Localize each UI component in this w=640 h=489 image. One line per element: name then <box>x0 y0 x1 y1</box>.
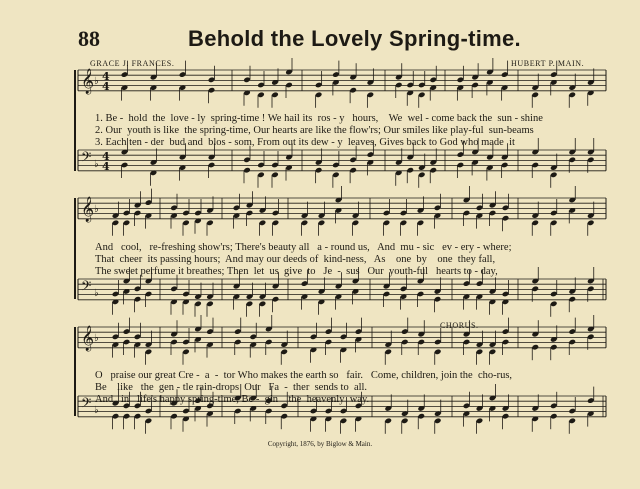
bass-clef-icon: 𝄢 <box>81 149 92 168</box>
verse-1-line: O praise our great Cre - a - tor Who makes the earth so fair. Come, children, join the cho-rus, <box>95 370 513 381</box>
verse-2-line: That cheer its passing hours; And may our deeds of kind-ness, As one by one they fall, <box>95 254 496 265</box>
hymn-title: Behold the Lovely Spring-time. <box>188 26 521 51</box>
verse-3-line: 3. Each ten - der bud and blos - som, From out its dew - y leaves, Gives back to God who made it <box>95 137 515 148</box>
flat-icon: ♭ <box>94 76 99 87</box>
treble-clef-icon: 𝄞 <box>81 197 95 222</box>
time-signature-bottom: 4 <box>102 80 110 93</box>
verse-1-line: And cool, re-freshing show'rs; There's beauty all a - round us, And mu - sic ev - ery - where; <box>95 242 512 253</box>
lyricist-credit: GRACE J. FRANCES. <box>90 59 175 68</box>
bass-clef-icon: 𝄢 <box>81 395 92 414</box>
time-signature-top: 4 <box>102 70 110 83</box>
treble-clef-icon: 𝄞 <box>81 69 95 94</box>
treble-clef-icon: 𝄞 <box>81 326 95 351</box>
page-number: 88 <box>78 26 100 51</box>
time-signature-bottom: 4 <box>102 160 110 173</box>
bass-clef-icon: 𝄢 <box>81 278 92 297</box>
time-signature-top: 4 <box>102 150 110 163</box>
verse-3-line: The sweet perfume it breathes; Then let us give to Je - sus Our youth-ful hearts to - day, <box>95 266 498 277</box>
flat-icon: ♭ <box>94 405 99 416</box>
verse-3-line: And in life's happy spring-time, Be - gin the heavenly way. <box>95 394 370 405</box>
chorus-label: CHORUS. <box>440 321 479 330</box>
flat-icon: ♭ <box>94 288 99 299</box>
verse-2-line: 2. Our youth is like the spring-time, Our hearts are like the flow'rs; Our smiles like play-ful sun-beams <box>95 125 534 136</box>
copyright-notice: Copyright, 1876, by Biglow & Main. <box>267 440 373 448</box>
verse-2-line: Be like the gen - tle rain-drops Our Fa - ther sends to all. <box>95 382 368 393</box>
flat-icon: ♭ <box>94 204 99 215</box>
flat-icon: ♭ <box>94 333 99 344</box>
composer-credit: HUBERT P. MAIN. <box>511 59 585 68</box>
flat-icon: ♭ <box>94 159 99 170</box>
verse-1-line: 1. Be - hold the love - ly spring-time ! We hail its ros - y hours, We wel - come back the sun - shine <box>95 113 543 124</box>
